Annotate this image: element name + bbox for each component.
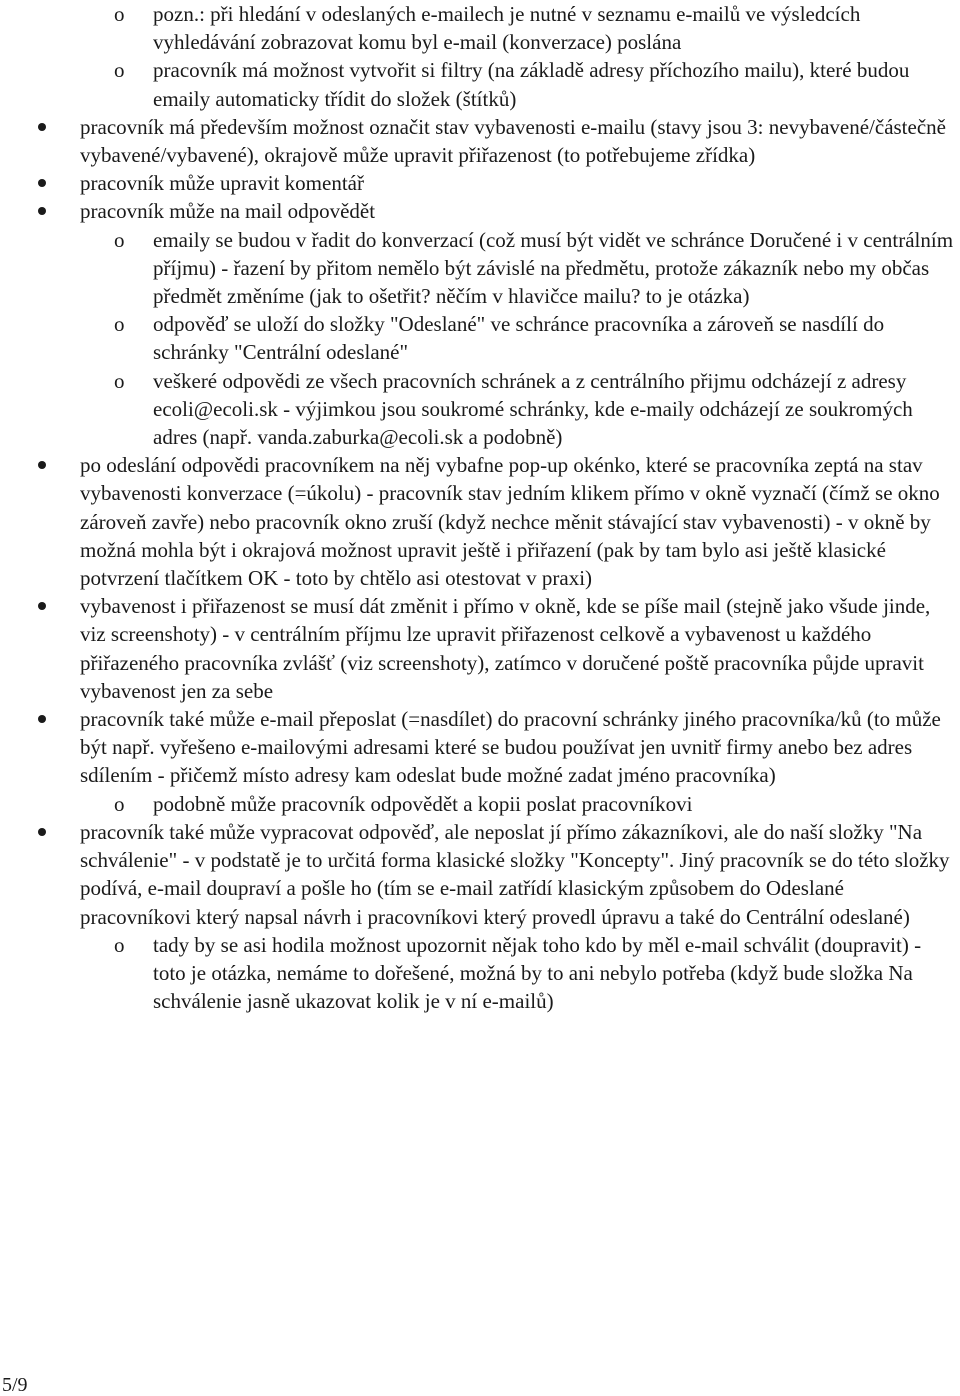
bullet-item <box>0 705 952 790</box>
bullet-item <box>0 592 952 705</box>
sub-bullet-item <box>0 226 955 311</box>
bullet-text: veškeré odpovědi ze všech pracovních schránek a z centrálního přijmu odcházejí z adresy ecoli@ecoli.sk - výjimkou jsou soukromé schránky, kde e-maily odcházejí ze soukromých adres (např. vanda.zaburka@ecoli.sk a podobně) <box>153 368 913 450</box>
bullet-text: pracovník také může vypracovat odpověď, ale neposlat jí přímo zákazníkovi, ale do naší složky "Na schválenie" - v podstatě je to určitá forma klasické složky "Koncepty". Jiný pracovník se do této složky podívá, e-mail doupraví a pošle ho (tím se e-mail zatřídí klasickým způsobem do Odeslané pracovníkovi který napsal návrh i pracovníkovi který provedl úpravu a také do Centrální odeslané) <box>80 819 950 929</box>
bullet-dot-icon <box>38 207 46 215</box>
bullet-text: pozn.: při hledání v odeslaných e-mailech je nutné v seznamu e-mailů ve výsledcích vyhledávání zobrazovat komu byl e-mail (konverzace) poslána <box>153 2 861 55</box>
sub-bullet-item <box>0 367 955 452</box>
sub-bullet-marker: o <box>114 227 125 252</box>
sub-bullet-item <box>0 56 955 112</box>
sub-bullet-marker: o <box>114 312 125 337</box>
sub-bullet-item <box>0 310 955 366</box>
sub-bullet-marker: o <box>114 58 125 83</box>
sub-bullet-marker: o <box>114 932 125 957</box>
bullet-dot-icon <box>38 602 46 610</box>
bullet-text: pracovník může upravit komentář <box>80 171 364 196</box>
sub-bullet-item <box>0 931 955 1016</box>
bullet-dot-icon <box>38 123 46 131</box>
bullet-dot-icon <box>38 461 46 469</box>
bullet-text: pracovník má možnost vytvořit si filtry (na základě adresy příchozího mailu), které budou emaily automaticky třídit do složek (štítků) <box>153 58 910 111</box>
bullet-item <box>0 818 952 931</box>
bullet-text: odpověď se uloží do složky "Odeslané" ve schránce pracovníka a zároveň se nasdílí do schránky "Centrální odeslané" <box>153 312 885 365</box>
sub-bullet-marker: o <box>114 368 125 393</box>
bullet-text: pracovník má především možnost označit stav vybavenosti e-mailu (stavy jsou 3: nevybavené/částečně vybavené/vybavené), okrajově může upravit přiřazenost (to potřebujeme zřídka) <box>80 114 946 168</box>
page-number: 5/9 <box>2 1374 28 1396</box>
bullet-item <box>0 451 952 592</box>
bullet-item <box>0 197 952 225</box>
bullet-dot-icon <box>38 715 46 723</box>
bullet-text: tady by se asi hodila možnost upozornit nějak toho kdo by měl e-mail schválit (doupravit) - toto je otázka, nemáme to dořešené, možná by to ani nebylo potřeba (když bude složka Na schválenie jasně ukazovat kolik je v ní e-mailů) <box>153 932 922 1014</box>
sub-bullet-item <box>0 790 955 818</box>
bullet-text: emaily se budou v řadit do konverzací (což musí být vidět ve schránce Doručené i v centrálním příjmu) - řazení by přitom nemělo být závislé na předmětu, protože zákazník nebo my občas předmět změníme (jak to ošetřit? něčím v hlavičce mailu? to je otázka) <box>153 227 954 309</box>
bullet-dot-icon <box>38 828 46 836</box>
bullet-text: po odeslání odpovědi pracovníkem na něj vybafne pop-up okénko, které se pracovníka zeptá na stav vybavenosti konverzace (=úkolu) - pracovník stav jedním klikem přímo v okně vyznačí (čímž se okno zároveň zavře) nebo pracovník okno zruší (když nechce měnit stávající stav vybavenosti) - v okně by možná mohla být i okrajová možnost upravit ještě i přiřazení (pak by tam bylo asi ještě klasické potvrzení tlačítkem OK - toto by chtělo asi otestovat v praxi) <box>80 453 940 591</box>
bullet-text: pracovník může na mail odpovědět <box>80 199 376 224</box>
sub-bullet-marker: o <box>114 2 125 26</box>
bullet-item <box>0 113 952 169</box>
bullet-text: podobně může pracovník odpovědět a kopii poslat pracovníkovi <box>153 791 693 816</box>
bullet-text: pracovník také může e-mail přeposlat (=nasdílet) do pracovní schránky jiného pracovníka/ků (to může být např. vyřešeno e-mailovými adresami které se budou používat jen uvnitř firmy anebo bez adres sdílením - přičemž místo adresy kam odeslat bude možné zadat jméno pracovníka) <box>80 707 941 788</box>
bullet-dot-icon <box>38 179 46 187</box>
bullet-text: vybavenost i přiřazenost se musí dát změnit i přímo v okně, kde se píše mail (stejně jako všude jinde, viz screenshoty) - v centrálním příjmu lze upravit přiřazenost celkově a vybavenost u každého přiřazeného pracovníka zvlášť (viz screenshoty), zatímco v doručené poště pracovníka půjde upravit vybavenost jen za sebe <box>80 594 931 703</box>
sub-bullet-item <box>0 0 955 56</box>
sub-bullet-marker: o <box>114 791 125 816</box>
bullet-item <box>0 169 952 197</box>
